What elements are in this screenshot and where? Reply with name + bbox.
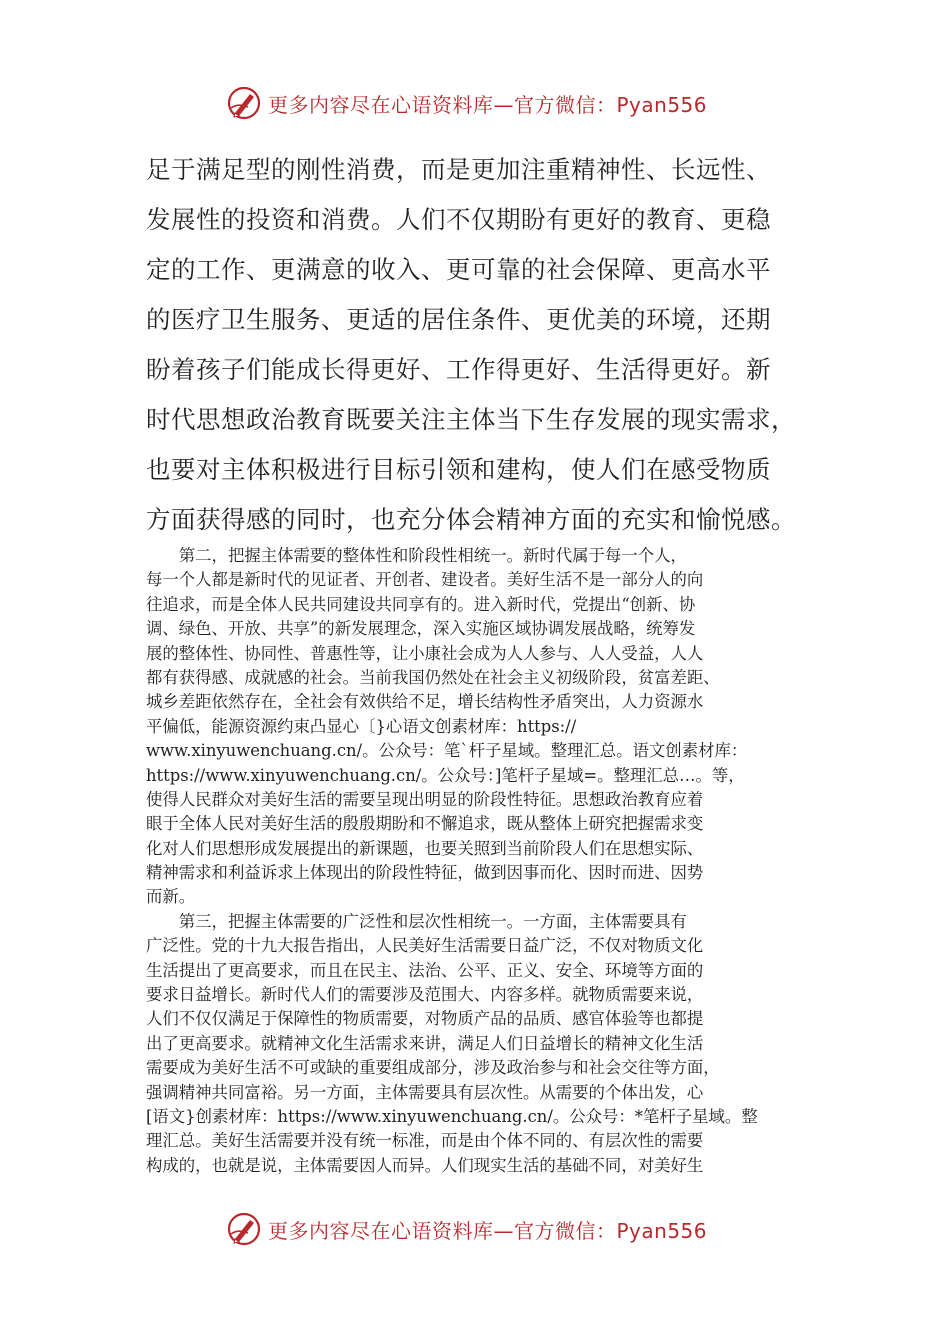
body-text-line: 要求日益增长。新时代人们的需要涉及范围大、内容多样。就物质需要来说， [146,985,704,1005]
body-text-line: 使得人民群众对美好生活的需要呈现出明显的阶段性特征。思想政治教育应着 [146,789,704,809]
body-text-line: 化对人们思想形成发展提出的新课题，也要关照到当前阶段人们在思想实际、 [146,838,704,858]
body-text-line: [语文}创素材库：https://www.xinyuwenchuang.cn/。公众号：*笔杆子星域。整 [146,1106,758,1126]
header-banner-content [226,83,707,123]
footer-banner [0,1209,950,1249]
body-text-line: 精神需求和利益诉求上体现出的阶段性特征，做到因事而化、因时而进、因势 [146,863,704,883]
body-text-line: 构成的，也就是说，主体需要因人而异。人们现实生活的基础不同，对美好生 [146,1155,704,1175]
body-text-line: 平偏低，能源资源约束凸显心〔}心语文创素材库：https:// [146,716,577,736]
body-text-line: 第二，把握主体需要的整体性和阶段性相统一。新时代属于每一个人， [146,546,687,565]
body-text-line: 出了更高要求。就精神文化生活需求来讲，满足人们日益增长的精神文化生活 [146,1033,704,1053]
body-text-line: 理汇总。美好生活需要并没有统一标准，而是由个体不同的、有层次性的需要 [146,1131,704,1151]
body-text-line: 展的整体性、协同性、普惠性等，让小康社会成为人人参与、人人受益，人人 [146,643,704,663]
body-text-line: 强调精神共同富裕。另一方面，主体需要具有层次性。从需要的个体出发，心 [146,1082,704,1102]
large-text-line: 也要对主体积极进行目标引领和建构，使人们在感受物质 [146,455,771,484]
body-text-line: 生活提出了更高要求，而且在民主、法治、公平、正义、安全、环境等方面的 [146,960,704,980]
body-text-line: 城乡差距依然存在，全社会有效供给不足，增长结构性矛盾突出，人力资源水 [146,692,704,712]
large-text-block [146,145,814,545]
body-text-line: 都有获得感、成就感的社会。当前我国仍然处在社会主义初级阶段，贫富差距、 [146,667,720,687]
large-text-line: 的医疗卫生服务、更适的居住条件、更优美的环境，还期 [146,305,771,334]
body-text-line: 需要成为美好生活不可或缺的重要组成部分，涉及政治参与和社会交往等方面， [146,1058,720,1078]
body-text-line: www.xinyuwenchuang.cn/。公众号：笔`杆子星域。整理汇总。语文创素材库： [146,741,748,761]
body-text-line: 广泛性。党的十九大报告指出，人民美好生活需要日益广泛，不仅对物质文化 [146,936,704,956]
body-text-line: https://www.xinyuwenchuang.cn/。公众号：]笔杆子星域=。整理汇总…。等， [146,765,745,785]
body-text-line: 而新。 [146,887,196,907]
header-banner-text: 更多内容尽在心语资料库—官方微信：Pyan556 [268,92,708,117]
large-text-line: 盼着孩子们能成长得更好、工作得更好、生活得更好。新 [146,355,771,384]
footer-banner-content [226,1209,707,1249]
body-text-line: 每一个人都是新时代的见证者、开创者、建设者。美好生活不是一部分人的向 [146,570,704,590]
pen-logo-icon [226,1211,262,1247]
large-text-line: 定的工作、更满意的收入、更可靠的社会保障、更高水平 [146,255,771,284]
body-text-line: 调、绿色、开放、共享”的新发展理念，深入实施区域协调发展战略，统筹发 [146,619,696,639]
pen-logo-icon [226,85,262,121]
large-text-line: 时代思想政治教育既要关注主体当下生存发展的现实需求， [146,405,796,434]
body-text-line: 第三，把握主体需要的广泛性和层次性相统一。一方面，主体需要具有 [146,911,687,931]
large-text-line: 足于满足型的刚性消费，而是更加注重精神性、长远性、 [146,155,771,184]
footer-banner-text: 更多内容尽在心语资料库—官方微信：Pyan556 [268,1218,708,1243]
header-banner [0,83,950,123]
large-text-line: 方面获得感的同时，也充分体会精神方面的充实和愉悦感。 [146,505,796,534]
large-text-line: 发展性的投资和消费。人们不仅期盼有更好的教育、更稳 [146,205,771,234]
body-text-line: 往追求，而是全体人民共同建设共同享有的。进入新时代，党提出“创新、协 [146,594,696,614]
body-text-block [146,544,816,1178]
body-text-line: 眼于全体人民对美好生活的殷殷期盼和不懈追求，既从整体上研究把握需求变 [146,814,704,834]
body-text-line: 人们不仅仅满足于保障性的物质需要，对物质产品的品质、感官体验等也都提 [146,1009,704,1029]
